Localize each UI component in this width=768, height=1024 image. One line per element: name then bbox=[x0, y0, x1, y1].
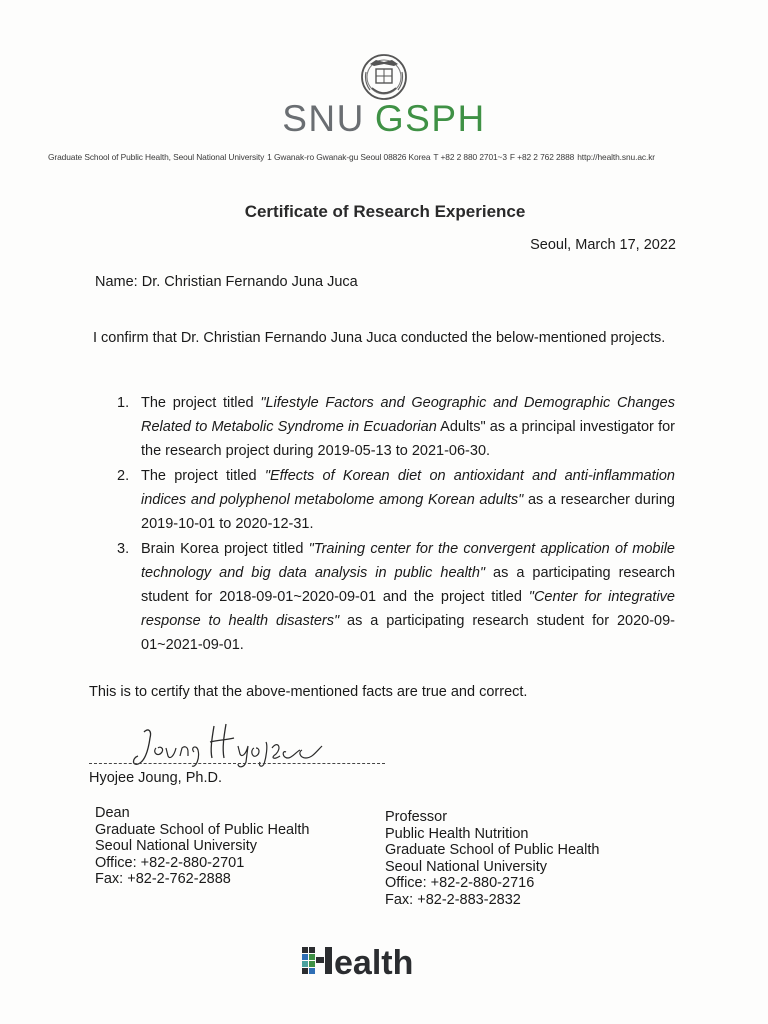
letterhead-address bbox=[48, 152, 738, 162]
project-prefix: The project titled bbox=[141, 468, 265, 484]
signature-line bbox=[89, 763, 385, 764]
university-seal-icon bbox=[356, 52, 412, 102]
dean-university: Seoul National University bbox=[95, 838, 257, 854]
list-item bbox=[117, 537, 675, 657]
institution-logo bbox=[0, 100, 768, 137]
professor-title: Professor bbox=[385, 809, 448, 825]
project-title: "Training center for the convergent application of mobile technology and big data analysis in public health" bbox=[141, 541, 675, 581]
project-detail-second: as a participating research student for 2020-09-01~2021-09-01. bbox=[141, 613, 675, 653]
dean-title: Dean bbox=[95, 805, 130, 821]
dean-contact-block bbox=[95, 805, 309, 888]
project-list bbox=[117, 391, 675, 658]
list-number: 3. bbox=[117, 541, 130, 557]
project-title: "Lifestyle Factors and Geographic and Demographic Changes Related to Metabolic Syndrome in Ecuadorian bbox=[141, 395, 675, 435]
address-fax: F +82 2 762 2888 bbox=[509, 152, 575, 162]
recipient-name: Name: Dr. Christian Fernando Juna Juca bbox=[95, 274, 358, 290]
confirmation-paragraph: I confirm that Dr. Christian Fernando Juna Juca conducted the below-mentioned projects. bbox=[93, 330, 666, 346]
address-street: 1 Gwanak-ro Gwanak-gu Seoul 08826 Korea bbox=[267, 152, 431, 162]
project-description bbox=[141, 537, 675, 657]
dean-office-phone: Office: +82-2-880-2701 bbox=[95, 854, 245, 871]
list-item bbox=[117, 464, 675, 536]
project-description bbox=[141, 391, 675, 463]
professor-school: Graduate School of Public Health bbox=[385, 842, 600, 858]
project-description bbox=[141, 464, 675, 536]
list-item bbox=[117, 391, 675, 463]
document-date: Seoul, March 17, 2022 bbox=[530, 237, 676, 253]
list-number: 1. bbox=[117, 395, 130, 411]
project-prefix: The project titled bbox=[141, 395, 261, 411]
health-logo bbox=[300, 945, 460, 981]
project-prefix: Brain Korea project titled bbox=[141, 541, 309, 557]
address-institution: Graduate School of Public Health, Seoul National University bbox=[48, 152, 265, 162]
address-tel: T +82 2 880 2701~3 bbox=[433, 152, 507, 162]
list-number: 2. bbox=[117, 468, 130, 484]
certification-statement: This is to certify that the above-mentioned facts are true and correct. bbox=[89, 684, 528, 700]
project-detail: as a participating research student for 2018-09-01~2020-09-01 and the project titled bbox=[141, 565, 676, 605]
professor-department: Public Health Nutrition bbox=[385, 825, 529, 842]
professor-university: Seoul National University bbox=[385, 858, 547, 875]
professor-fax: Fax: +82-2-883-2832 bbox=[385, 891, 521, 908]
project-title: "Effects of Korean diet on antioxidant and anti-inflammation indices and polyphenol metabolome among Korean adults" bbox=[141, 468, 675, 508]
professor-office-phone: Office: +82-2-880-2716 bbox=[385, 875, 535, 891]
dean-school: Graduate School of Public Health bbox=[95, 821, 310, 838]
logo-snu: SNU bbox=[282, 98, 365, 139]
signer-name: Hyojee Joung, Ph.D. bbox=[89, 770, 222, 786]
project-detail: Adults" as a principal investigator for the research project during 2019-05-13 to 2021-06-30. bbox=[141, 419, 675, 459]
address-url: http://health.snu.ac.kr bbox=[577, 152, 655, 162]
dean-fax: Fax: +82-2-762-2888 bbox=[95, 871, 231, 887]
professor-contact-block bbox=[385, 809, 599, 908]
document-title: Certificate of Research Experience bbox=[244, 202, 526, 221]
logo-gsph: GSPH bbox=[374, 98, 486, 139]
project-detail: as a researcher during 2019-10-01 to 2020-12-31. bbox=[141, 492, 675, 532]
svg-text:ealth: ealth bbox=[334, 945, 414, 981]
project-title-second: "Center for integrative response to health disasters" bbox=[141, 589, 675, 629]
